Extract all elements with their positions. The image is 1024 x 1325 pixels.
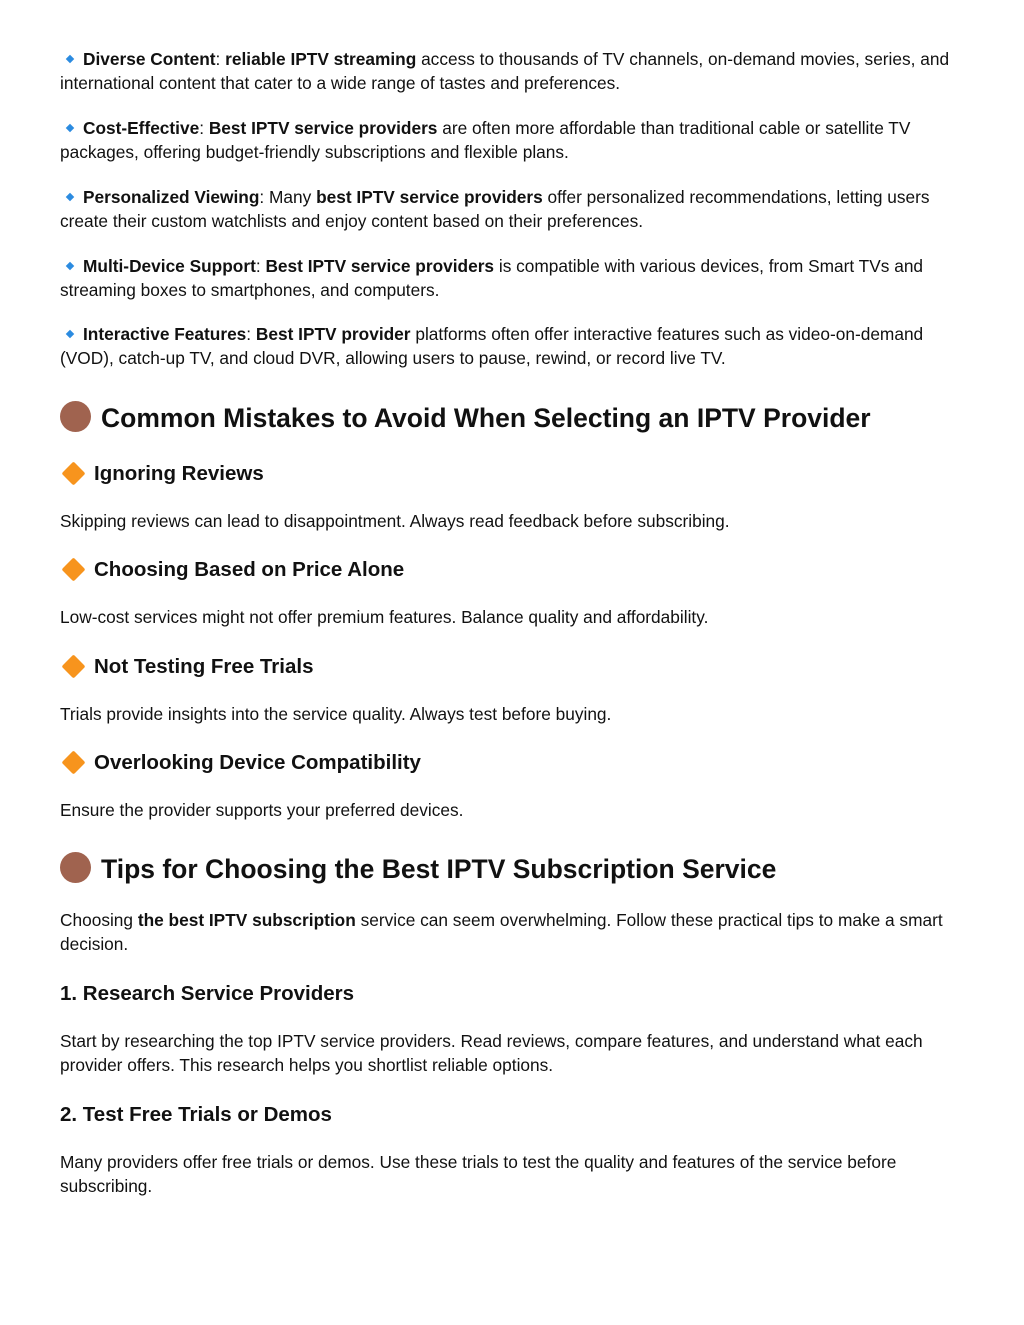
mistake-heading: Not Testing Free Trials — [60, 653, 965, 681]
benefit-cost-effective: Cost-Effective: Best IPTV service providers are often more affordable than traditional cable or satellite TV packages, offering budget-friendly subscriptions and flexible plans. — [60, 118, 911, 162]
mistake-heading: Ignoring Reviews — [60, 460, 965, 488]
orange-diamond-icon — [61, 557, 85, 581]
mistake-heading: Overlooking Device Compatibility — [60, 749, 965, 777]
tip-heading: 2. Test Free Trials or Demos — [60, 1103, 332, 1126]
mistake-heading: Choosing Based on Price Alone — [60, 556, 965, 584]
benefit-title: Multi-Device Support — [83, 256, 256, 276]
mistake-text: Trials provide insights into the service quality. Always test before buying. — [60, 704, 612, 724]
brown-circle-icon — [60, 401, 91, 432]
keyword-link[interactable]: Best IPTV service providers — [208, 118, 438, 138]
orange-diamond-icon — [61, 654, 85, 678]
keyword-link[interactable]: the best IPTV subscription — [137, 910, 356, 930]
blue-diamond-icon — [66, 55, 74, 63]
benefit-diverse-content: Diverse Content: reliable IPTV streaming access to thousands of TV channels, on-demand movies, series, and international content that cater to a wide range of tastes and preferences. — [60, 49, 950, 93]
tip-text: Many providers offer free trials or demos. Use these trials to test the quality and features of the service before subscribing. — [60, 1152, 897, 1196]
benefit-personalized-viewing: Personalized Viewing: Many best IPTV service providers offer personalized recommendations, letting users create their custom watchlists and enjoy content based on their preferences. — [60, 187, 930, 231]
tips-heading: Tips for Choosing the Best IPTV Subscription Service — [60, 852, 965, 886]
tips-intro: Choosing the best IPTV subscription service can seem overwhelming. Follow these practical tips to make a smart decision. — [60, 910, 943, 954]
mistake-text: Skipping reviews can lead to disappointment. Always read feedback before subscribing. — [60, 511, 730, 531]
mistake-text: Ensure the provider supports your preferred devices. — [60, 800, 464, 820]
orange-diamond-icon — [61, 461, 85, 485]
blue-diamond-icon — [66, 193, 74, 201]
orange-diamond-icon — [61, 750, 85, 774]
brown-circle-icon — [60, 852, 91, 883]
benefit-title: Interactive Features — [83, 324, 247, 344]
keyword-link[interactable]: Best IPTV service providers — [265, 256, 495, 276]
keyword-link[interactable]: best IPTV service providers — [316, 187, 543, 207]
tip-heading: 1. Research Service Providers — [60, 982, 355, 1005]
blue-diamond-icon — [66, 124, 74, 132]
benefit-title: Diverse Content — [83, 49, 216, 69]
mistake-text: Low-cost services might not offer premium features. Balance quality and affordability. — [60, 607, 709, 627]
mistakes-heading: Common Mistakes to Avoid When Selecting an IPTV Provider — [60, 401, 965, 435]
keyword-link[interactable]: Best IPTV provider — [255, 324, 411, 344]
tip-text: Start by researching the top IPTV service providers. Read reviews, compare features, and understand what each provider offers. This research helps you shortlist reliable options. — [60, 1031, 923, 1075]
benefit-title: Personalized Viewing — [83, 187, 260, 207]
blue-diamond-icon — [66, 262, 74, 270]
keyword-link[interactable]: reliable IPTV streaming — [225, 49, 417, 69]
blue-diamond-icon — [66, 330, 74, 338]
benefit-interactive-features: Interactive Features: Best IPTV provider platforms often offer interactive features such as video-on-demand (VOD), catch-up TV, and cloud DVR, allowing users to pause, rewind, or record live TV. — [60, 324, 924, 368]
benefit-title: Cost-Effective — [83, 118, 200, 138]
benefit-multi-device-support: Multi-Device Support: Best IPTV service providers is compatible with various devices, from Smart TVs and streaming boxes to smartphones, and computers. — [60, 256, 924, 300]
